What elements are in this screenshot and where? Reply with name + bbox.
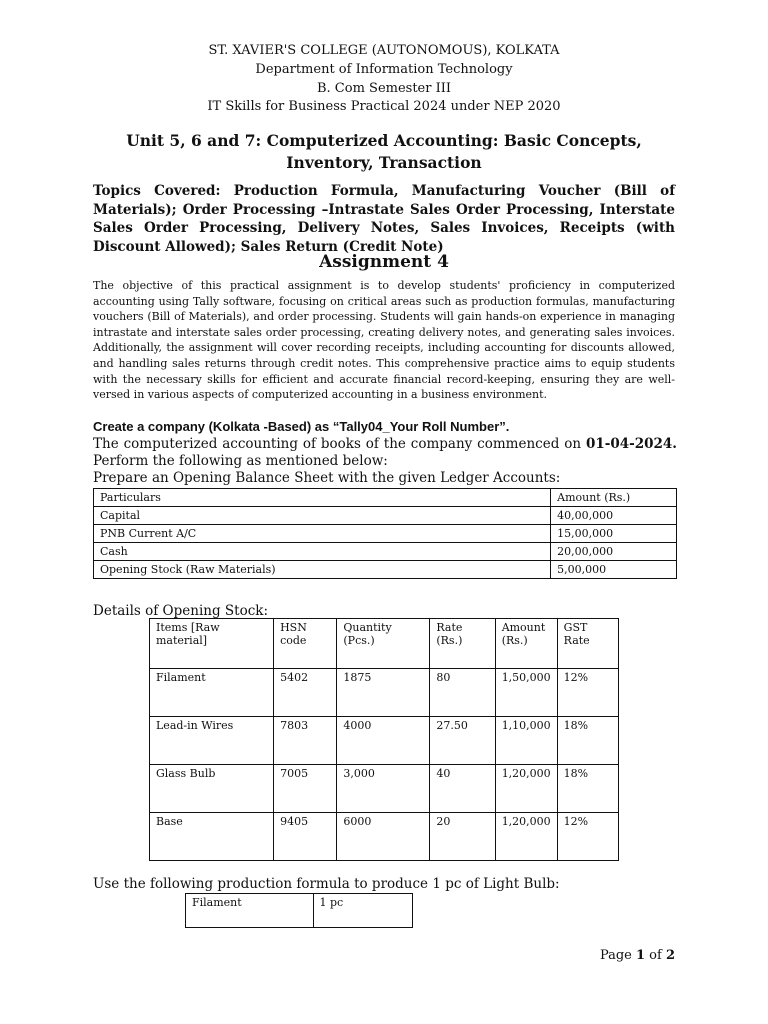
perform-instruction: Perform the following as mentioned below: [93, 453, 388, 469]
table-cell: 5402 [274, 669, 337, 717]
table-header-row [94, 489, 677, 507]
table-cell: 7005 [274, 765, 337, 813]
table-header-cell: Items [Raw material] [150, 619, 274, 669]
table-cell: 20 [430, 813, 495, 861]
objective-paragraph: The objective of this practical assignment is to develop students' proficiency in computerized accounting using Tally software, focusing on critical areas such as production formulas, manufacturing vouchers (Bill of Materials), and order processing. Students will gain hands-on experience in managing intrastate and interstate sales order processing, creating delivery notes, and generating sales invoices. Additionally, the assignment will cover recording receipts, including accounting for discounts allowed, and handling sales returns through credit notes. This comprehensive practice aims to equip students with the necessary skills for efficient and accurate financial record-keeping, ensuring they are well-versed in various aspects of computerized accounting in a business environment. [93, 279, 675, 402]
table-row [94, 507, 677, 525]
table-cell: 4000 [337, 717, 430, 765]
table-row [186, 894, 413, 928]
table-row [150, 813, 619, 861]
table-cell: 20,00,000 [551, 543, 677, 561]
table-cell: 1,50,000 [495, 669, 557, 717]
department-name: Department of Information Technology [255, 62, 513, 77]
table-cell: 18% [557, 765, 618, 813]
table-cell: PNB Current A/C [94, 525, 551, 543]
table-header-cell: Quantity (Pcs.) [337, 619, 430, 669]
table-row [150, 669, 619, 717]
opening-stock-label: Details of Opening Stock: [93, 603, 268, 619]
table-cell: 40 [430, 765, 495, 813]
table-cell: Base [150, 813, 274, 861]
create-company-instruction: Create a company (Kolkata -Based) as “Tally04_Your Roll Number”. [93, 419, 510, 434]
table-cell: Capital [94, 507, 551, 525]
commenced-date: 01-04-2024. [585, 436, 677, 452]
page-number [600, 948, 675, 963]
table-header-cell: GST Rate [557, 619, 618, 669]
table-cell: Lead-in Wires [150, 717, 274, 765]
topics-covered: Topics Covered: Production Formula, Manufacturing Voucher (Bill of Materials); Order Processing –Intrastate Sales Order Processing, Interstate Sales Order Processing, Delivery Notes, Sales Invoices, Receipts (with Discount Allowed); Sales Return (Credit Note) [93, 183, 675, 255]
table-header-row [150, 619, 619, 669]
table-cell: 1 pc [313, 894, 412, 928]
production-formula-table [185, 893, 413, 928]
table-cell: 12% [557, 813, 618, 861]
table-cell: Filament [186, 894, 314, 928]
table-cell: 15,00,000 [551, 525, 677, 543]
table-header-cell: Amount (Rs.) [551, 489, 677, 507]
production-formula-label: Use the following production formula to produce 1 pc of Light Bulb: [93, 876, 560, 892]
table-cell: 40,00,000 [551, 507, 677, 525]
table-header-cell: Rate (Rs.) [430, 619, 495, 669]
table-cell: 80 [430, 669, 495, 717]
table-cell: 5,00,000 [551, 561, 677, 579]
table-header-cell: Particulars [94, 489, 551, 507]
table-row [94, 561, 677, 579]
table-row [150, 717, 619, 765]
table-row [94, 543, 677, 561]
table-cell: 18% [557, 717, 618, 765]
table-cell: 7803 [274, 717, 337, 765]
page-current: 1 [636, 948, 646, 963]
table-header-cell: HSN code [274, 619, 337, 669]
table-cell: 6000 [337, 813, 430, 861]
table-cell: 12% [557, 669, 618, 717]
unit-title: Unit 5, 6 and 7: Computerized Accounting: Basic Concepts, Inventory, Transaction [126, 131, 642, 172]
table-row [150, 765, 619, 813]
table-row [94, 525, 677, 543]
table-cell: 9405 [274, 813, 337, 861]
table-cell: 27.50 [430, 717, 495, 765]
table-cell: Cash [94, 543, 551, 561]
table-cell: Filament [150, 669, 274, 717]
college-name: ST. XAVIER'S COLLEGE (AUTONOMOUS), KOLKATA [208, 43, 560, 58]
page-prefix: Page [599, 948, 636, 963]
table-cell: Opening Stock (Raw Materials) [94, 561, 551, 579]
table-cell: 1,20,000 [495, 813, 557, 861]
table-cell: 3,000 [337, 765, 430, 813]
table-cell: 1,20,000 [495, 765, 557, 813]
page-of: of [645, 948, 666, 963]
opening-balance-table [93, 488, 677, 579]
commenced-line [93, 436, 677, 453]
table-cell: 1875 [337, 669, 430, 717]
table-cell: 1,10,000 [495, 717, 557, 765]
page-total: 2 [665, 948, 675, 963]
table-header-cell: Amount (Rs.) [495, 619, 557, 669]
prepare-instruction: Prepare an Opening Balance Sheet with the given Ledger Accounts: [93, 470, 561, 486]
subject-name: IT Skills for Business Practical 2024 under NEP 2020 [207, 99, 561, 114]
opening-stock-table [149, 618, 619, 861]
course-name: B. Com Semester III [316, 81, 451, 96]
commenced-text: The computerized accounting of books of the company commenced on [93, 436, 582, 452]
assignment-heading: Assignment 4 [319, 252, 449, 272]
table-cell: Glass Bulb [150, 765, 274, 813]
